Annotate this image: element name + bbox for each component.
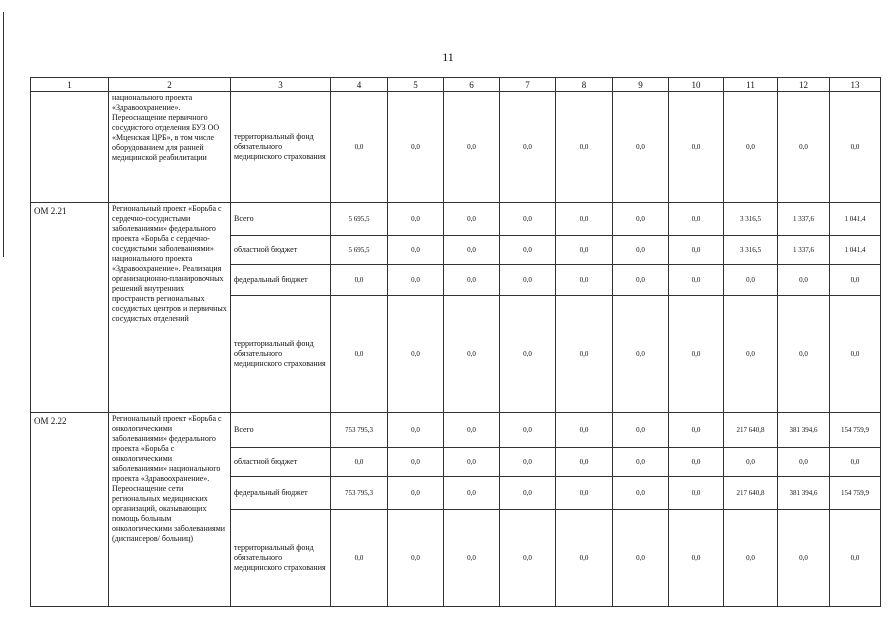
value-cell: 0,0 [613, 448, 669, 477]
value-cell: 0,0 [444, 477, 500, 510]
value-cell: 5 695,5 [331, 236, 388, 265]
value-cell: 0,0 [556, 448, 613, 477]
value-cell: 0,0 [556, 510, 613, 607]
value-cell: 217 640,8 [724, 477, 778, 510]
value-cell: 0,0 [613, 265, 669, 296]
table-row [31, 413, 881, 448]
value-cell: 1 041,4 [830, 236, 881, 265]
value-cell: 0,0 [613, 510, 669, 607]
column-header: 12 [778, 78, 830, 92]
value-cell: 0,0 [669, 203, 724, 236]
value-cell: 0,0 [669, 92, 724, 203]
value-cell: 0,0 [331, 265, 388, 296]
funding-source: территориальный фонд обязательного медицинского страхования [231, 510, 331, 607]
funding-source: федеральный бюджет [231, 265, 331, 296]
value-cell: 0,0 [778, 265, 830, 296]
page-number: 11 [442, 50, 454, 64]
value-cell: 0,0 [331, 448, 388, 477]
value-cell: 0,0 [778, 448, 830, 477]
header-row [31, 78, 881, 92]
value-cell: 0,0 [613, 92, 669, 203]
value-cell: 0,0 [669, 477, 724, 510]
value-cell: 0,0 [613, 413, 669, 448]
value-cell: 0,0 [444, 92, 500, 203]
value-cell: 0,0 [388, 448, 444, 477]
value-cell: 1 041,4 [830, 203, 881, 236]
value-cell: 0,0 [724, 510, 778, 607]
value-cell: 0,0 [500, 477, 556, 510]
value-cell: 0,0 [556, 92, 613, 203]
funding-source: Всего [231, 203, 331, 236]
value-cell: 0,0 [500, 448, 556, 477]
funding-source: федеральный бюджет [231, 477, 331, 510]
column-header: 6 [444, 78, 500, 92]
value-cell: 0,0 [556, 296, 613, 413]
value-cell: 753 795,3 [331, 477, 388, 510]
value-cell: 0,0 [444, 265, 500, 296]
value-cell: 0,0 [669, 236, 724, 265]
value-cell: 0,0 [724, 448, 778, 477]
column-header: 5 [388, 78, 444, 92]
value-cell: 0,0 [669, 510, 724, 607]
value-cell: 3 316,5 [724, 203, 778, 236]
value-cell: 154 759,9 [830, 477, 881, 510]
measure-code [31, 92, 109, 203]
value-cell: 0,0 [778, 296, 830, 413]
value-cell: 5 695,5 [331, 203, 388, 236]
measure-description: Региональный проект «Борьба с онкологическими заболеваниями» федерального проекта «Борьба с онкологическими заболеваниями» национального проекта «Здравоохранение». Переоснащение сети региональных медицинских организаций, оказывающих помощь больным онкологическими заболеваниями (диспансеров/ больниц) [109, 413, 231, 607]
value-cell: 0,0 [388, 203, 444, 236]
funding-source: областной бюджет [231, 236, 331, 265]
value-cell: 0,0 [830, 448, 881, 477]
value-cell: 0,0 [500, 236, 556, 265]
column-header: 11 [724, 78, 778, 92]
value-cell: 0,0 [724, 296, 778, 413]
value-cell: 0,0 [444, 236, 500, 265]
value-cell: 0,0 [556, 203, 613, 236]
table-row [31, 203, 881, 236]
value-cell: 0,0 [613, 236, 669, 265]
measure-code: ОМ 2.22 [31, 413, 109, 607]
value-cell: 0,0 [388, 477, 444, 510]
column-header: 10 [669, 78, 724, 92]
value-cell: 381 394,6 [778, 477, 830, 510]
value-cell: 0,0 [500, 296, 556, 413]
column-header: 1 [31, 78, 109, 92]
value-cell: 0,0 [778, 510, 830, 607]
value-cell: 0,0 [388, 296, 444, 413]
value-cell: 154 759,9 [830, 413, 881, 448]
column-header: 3 [231, 78, 331, 92]
value-cell: 0,0 [556, 236, 613, 265]
value-cell: 0,0 [556, 477, 613, 510]
funding-source: территориальный фонд обязательного медицинского страхования [231, 92, 331, 203]
column-header: 7 [500, 78, 556, 92]
value-cell: 0,0 [830, 510, 881, 607]
value-cell: 0,0 [331, 510, 388, 607]
value-cell: 0,0 [500, 413, 556, 448]
value-cell: 0,0 [500, 265, 556, 296]
value-cell: 0,0 [500, 92, 556, 203]
measure-description: национального проекта «Здравоохранение». Переоснащение первичного сосудистого отделения БУЗ ОО «Мценская ЦРБ», в том числе оборудованием для ранней медицинской реабилитации [109, 92, 231, 203]
value-cell: 0,0 [724, 92, 778, 203]
value-cell: 0,0 [388, 236, 444, 265]
measure-description: Региональный проект «Борьба с сердечно-сосудистыми заболеваниями» федерального проекта «Борьба с сердечно-сосудистыми заболеваниями» национального проекта «Здравоохранение». Реализация организационно-планировочных решений внутренних пространств региональных сосудистых центров и первичных сосудистых отделений [109, 203, 231, 413]
value-cell: 0,0 [388, 265, 444, 296]
value-cell: 0,0 [669, 413, 724, 448]
value-cell: 0,0 [778, 92, 830, 203]
value-cell: 0,0 [444, 448, 500, 477]
column-header: 8 [556, 78, 613, 92]
funding-source: территориальный фонд обязательного медицинского страхования [231, 296, 331, 413]
value-cell: 0,0 [444, 296, 500, 413]
value-cell: 0,0 [830, 296, 881, 413]
measure-code: ОМ 2.21 [31, 203, 109, 413]
value-cell: 3 316,5 [724, 236, 778, 265]
margin-line [3, 12, 4, 257]
value-cell: 0,0 [613, 477, 669, 510]
value-cell: 0,0 [724, 265, 778, 296]
value-cell: 0,0 [444, 203, 500, 236]
value-cell: 0,0 [613, 203, 669, 236]
value-cell: 0,0 [830, 265, 881, 296]
value-cell: 753 795,3 [331, 413, 388, 448]
value-cell: 0,0 [444, 413, 500, 448]
value-cell: 0,0 [500, 203, 556, 236]
column-header: 2 [109, 78, 231, 92]
value-cell: 0,0 [388, 92, 444, 203]
column-header: 4 [331, 78, 388, 92]
value-cell: 1 337,6 [778, 236, 830, 265]
value-cell: 217 640,8 [724, 413, 778, 448]
value-cell: 381 394,6 [778, 413, 830, 448]
value-cell: 0,0 [444, 510, 500, 607]
value-cell: 1 337,6 [778, 203, 830, 236]
value-cell: 0,0 [556, 413, 613, 448]
column-header: 13 [830, 78, 881, 92]
value-cell: 0,0 [556, 265, 613, 296]
funding-source: Всего [231, 413, 331, 448]
funding-source: областной бюджет [231, 448, 331, 477]
value-cell: 0,0 [613, 296, 669, 413]
value-cell: 0,0 [500, 510, 556, 607]
value-cell: 0,0 [669, 448, 724, 477]
table-row [31, 92, 881, 203]
value-cell: 0,0 [669, 296, 724, 413]
column-header: 9 [613, 78, 669, 92]
value-cell: 0,0 [388, 413, 444, 448]
value-cell: 0,0 [331, 92, 388, 203]
value-cell: 0,0 [830, 92, 881, 203]
budget-table [30, 77, 881, 607]
value-cell: 0,0 [331, 296, 388, 413]
value-cell: 0,0 [388, 510, 444, 607]
value-cell: 0,0 [669, 265, 724, 296]
